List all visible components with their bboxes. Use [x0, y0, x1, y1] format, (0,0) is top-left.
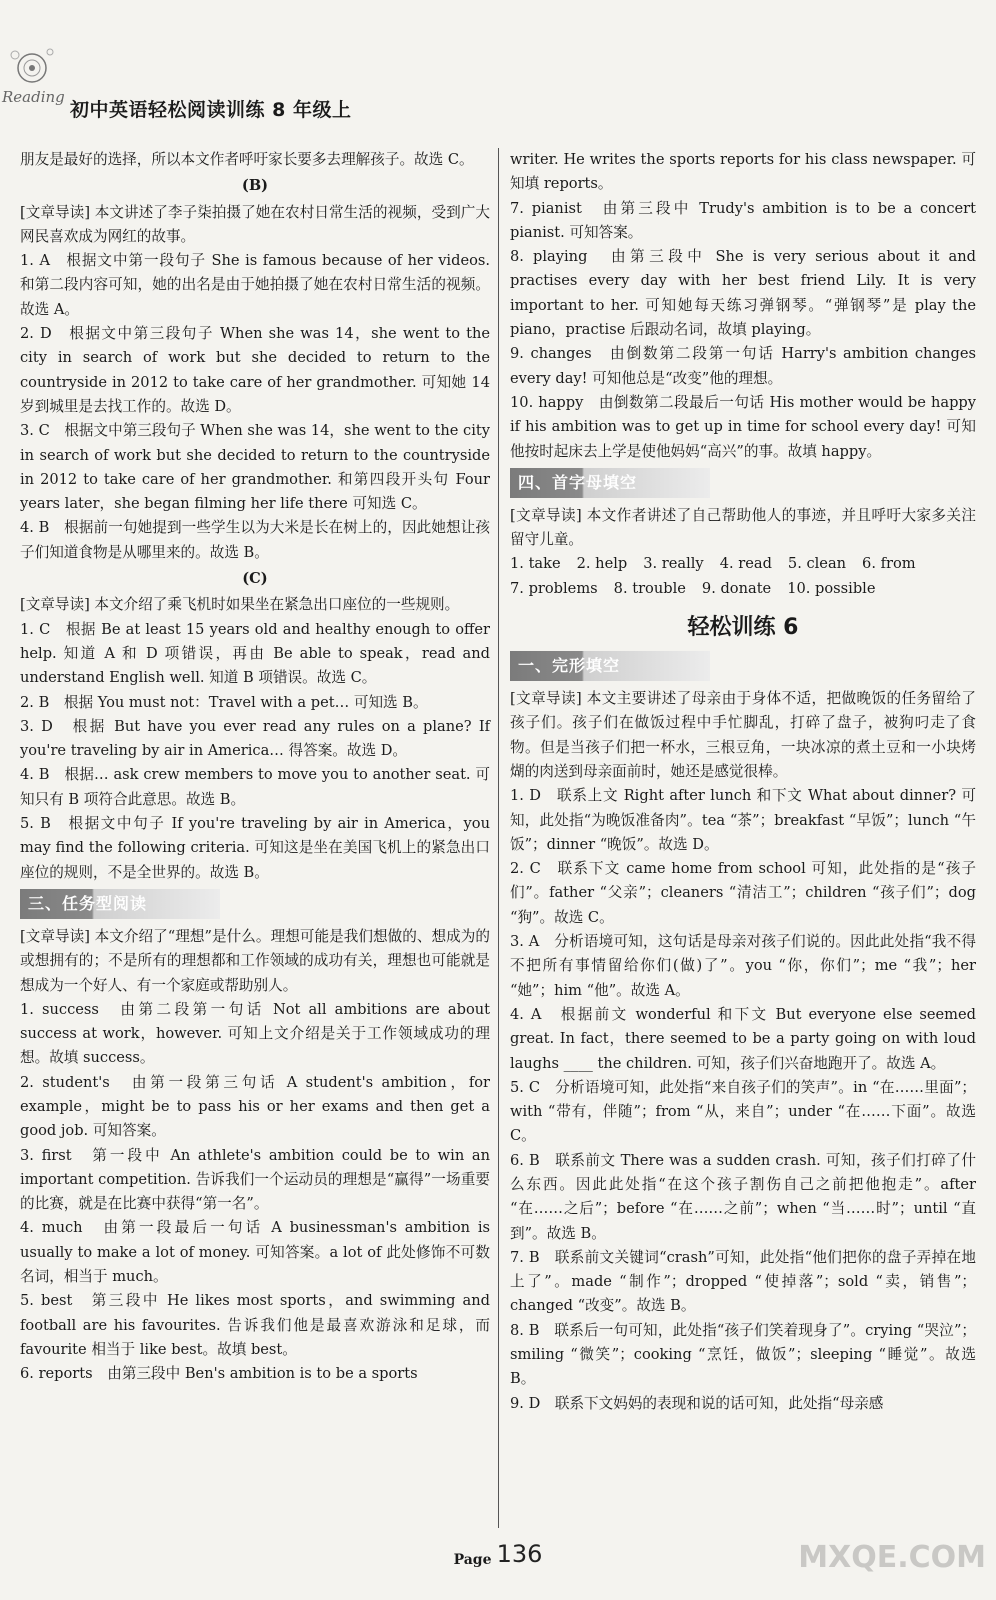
answer-item: 2. help — [576, 555, 628, 573]
paragraph: 2. B 根据 You must not：Travel with a pet… 可知选 B。 — [20, 693, 428, 711]
paragraph: 3. D 根据 But have you ever read any rules on a plane? If you're traveling by air in America… 得答案。故选 D。 — [20, 717, 490, 760]
paragraph: 6. reports 由第三段中 Ben's ambition is to be a sports — [20, 1365, 418, 1383]
paragraph: 8. playing 由第三段中 She is very serious about it and practises every day with her best friend Lily. It is very important to her. 可知她每天练习弹钢琴。“弹钢琴”是 play the piano，practise 后跟动名词，故填 playing。 — [510, 248, 976, 339]
paragraph: [文章导读] 本文介绍了“理想”是什么。理想可能是我们想做的、想成为的或想拥有的；不是所有的理想都和工作领域的成功有关，理想也可能就是想成为一个好人、有一个家庭或帮助别人。 — [20, 927, 490, 994]
paragraph: 3. A 分析语境可知，这句话是母亲对孩子们说的。因此此处指“我不得不把所有事情留给你们(做)了”。you “你，你们”；me “我”；her “她”；him “他”。故选 A。 — [510, 933, 976, 999]
answer-row — [510, 577, 976, 601]
answer-item: 1. take — [510, 555, 561, 573]
paragraph: 2. student's 由第一段第三句话 A student's ambition，for example，might be to pass his or her exams and then get a good job. 可知答案。 — [20, 1073, 490, 1140]
paragraph: 4. A 根据前文 wonderful 和下文 But everyone else seemed great. In fact，there seemed to be a party going on with loud laughs ____ the children. 可知，孩子们兴奋地跑开了。故选 A。 — [510, 1005, 976, 1072]
page-label: Page — [453, 1552, 492, 1568]
column-divider — [498, 148, 499, 1528]
passage-label: (C) — [242, 570, 268, 588]
answer-item: 10. possible — [787, 579, 876, 597]
paragraph: 10. happy 由倒数第二段最后一句话 His mother would be happy if his ambition was to get up in time for school every day! 可知他按时起床去上学是使他妈妈“高兴”的事。故填 happy。 — [510, 393, 976, 460]
section-banner-label: 三、任务型阅读 — [28, 893, 148, 913]
paragraph: writer. He writes the sports reports for his class newspaper. 可知填 reports。 — [510, 151, 976, 193]
site-watermark: MXQE.COM — [798, 1540, 986, 1575]
paragraph: 5. C 分析语境可知，此处指“来自孩子们的笑声”。in “在……里面”；with “带有，伴随”；from “从，来自”；under “在……下面”。故选 C。 — [510, 1078, 976, 1145]
section-banner — [510, 651, 710, 681]
paragraph: 4. B 根据… ask crew members to move you to another seat. 可知只有 B 项符合此意思。故选 B。 — [20, 766, 490, 808]
paragraph: 1. D 联系上文 Right after lunch 和下文 What about dinner? 可知，此处指“为晚饭准备肉”。tea “茶”；breakfast “早饭”；lunch “午饭”；dinner “晚饭”。故选 D。 — [510, 787, 976, 853]
paragraph: 朋友是最好的选择，所以本文作者呼吁家长要多去理解孩子。故选 C。 — [20, 151, 474, 168]
paragraph: 1. C 根据 Be at least 15 years old and healthy enough to offer help. 知道 A 和 D 项错误，再由 Be able to speak，read and understand English well. 知道 B 项错误。故选 C。 — [20, 620, 490, 687]
paragraph: [文章导读] 本文主要讲述了母亲由于身体不适，把做晚饭的任务留给了孩子们。孩子们在做饭过程中手忙脚乱，打碎了盘子，被狗叼走了食物。但是当孩子们把一杯水，三根豆角，一块冰凉的煮土豆和一小块烤煳的肉送到母亲面前时，她还是感觉很棒。 — [510, 690, 976, 780]
paragraph: 9. D 联系下文妈妈的表现和说的话可知，此处指“母亲感 — [510, 1394, 884, 1412]
paragraph: [文章导读] 本文讲述了李子柒拍摄了她在农村日常生活的视频，受到广大网民喜欢成为网红的故事。 — [20, 203, 490, 245]
section-banner — [510, 468, 710, 498]
paragraph: 2. D 根据文中第三段句子 When she was 14，she went to the city in search of work but she decided to return to the countryside in 2012 to take care of her grandmother. 可知她 14 岁到城里是去找工作的。故选 D。 — [20, 325, 490, 415]
section-banner-label: 四、首字母填空 — [518, 472, 638, 492]
paragraph: 7. B 联系前文关键词“crash”可知，此处指“他们把你的盘子弄掉在地上了”。made “制作”；dropped “使掉落”；sold “卖，销售”；changed “改变”。故选 B。 — [510, 1248, 976, 1315]
answer-item: 8. trouble — [613, 579, 686, 597]
paragraph: [文章导读] 本文介绍了乘飞机时如果坐在紧急出口座位的一些规则。 — [20, 596, 460, 614]
paragraph: 5. best 第三段中 He likes most sports，and swimming and football are his favourites. 告诉我们他是最喜欢游泳和足球，而 favourite 相当于 like best。故填 best。 — [20, 1292, 490, 1358]
paragraph: 9. changes 由倒数第二段第一句话 Harry's ambition changes every day! 可知他总是“改变”他的理想。 — [510, 345, 976, 387]
paragraph: 3. first 第一段中 An athlete's ambition could be to win an important competition. 告诉我们一个运动员的理想是“赢得”一场重要的比赛，就是在比赛中获得“第一名”。 — [20, 1146, 490, 1213]
reading-logo — [0, 40, 70, 120]
section-banner — [20, 889, 220, 919]
page-header — [0, 0, 996, 135]
section-banner-label: 一、完形填空 — [518, 656, 621, 676]
paragraph: 4. B 根据前一句她提到一些学生以为大米是长在树上的，因此她想让孩子们知道食物是从哪里来的。故选 B。 — [20, 519, 490, 561]
page-number: 136 — [496, 1540, 543, 1568]
answer-row — [510, 552, 976, 576]
answer-item: 3. really — [643, 555, 704, 573]
answer-item: 4. read — [719, 555, 772, 573]
answer-item: 9. donate — [701, 579, 772, 597]
answer-item: 5. clean — [787, 555, 847, 573]
paragraph: [文章导读] 本文作者讲述了自己帮助他人的事迹，并且呼吁大家多关注留守儿童。 — [510, 506, 976, 549]
paragraph: 7. pianist 由第三段中 Trudy's ambition is to be a concert pianist. 可知答案。 — [510, 199, 976, 241]
paragraph: 1. success 由第二段第一句话 Not all ambitions are about success at work，however. 可知上文介绍是关于工作领域成功的理想。故填 success。 — [20, 1000, 490, 1067]
answer-item: 7. problems — [510, 579, 598, 597]
paragraph: 2. C 联系下文 came home from school 可知，此处指的是“孩子们”。father “父亲”；cleaners “清洁工”；children “孩子们”；dog “狗”。故选 C。 — [510, 860, 976, 926]
paragraph: 5. B 根据文中句子 If you're traveling by air in America，you may find the following criteria. 可知这是坐在美国飞机上的紧急出口座位的规则，不是全世界的。故选 B。 — [20, 815, 490, 881]
paragraph: 1. A 根据文中第一段句子 She is famous because of her videos. 和第二段内容可知，她的出名是由于她拍摄了她在农村日常生活的视频。故选 A。 — [20, 252, 490, 318]
reading-logo-icon — [0, 40, 70, 120]
right-column — [510, 148, 976, 1416]
logo-text: Reading — [2, 88, 65, 106]
paragraph: 4. much 由第一段最后一句话 A businessman's ambition is usually to make a lot of money. 可知答案。a lot of 此处修饰不可数名词，相当于 much。 — [20, 1219, 490, 1286]
passage-label: (B) — [241, 177, 269, 195]
paragraph: 6. B 联系前文 There was a sudden crash. 可知，孩子们打碎了什么东西。因此此处指“在这个孩子割伤自己之前把他抱走”。after “在……之后”；before “在……之前”；when “当……时”；until “直到”。故选 B。 — [510, 1151, 976, 1242]
paragraph: 3. C 根据文中第三段句子 When she was 14，she went to the city in search of work but she decided to return to the countryside in 2012 to take care of her grandmother. 和第四段开头句 Four years later，she began filming her life there 可知选 C。 — [20, 422, 491, 513]
paragraph: 8. B 联系后一句可知，此处指“孩子们笑着现身了”。crying “哭泣”；smiling “微笑”；cooking “烹饪，做饭”；sleeping “睡觉”。故选 B。 — [510, 1321, 976, 1388]
left-column — [20, 148, 490, 1387]
unit-title: 轻松训练 6 — [687, 615, 799, 641]
answer-item: 6. from — [862, 555, 916, 573]
book-title: 初中英语轻松阅读训练 8 年级上 — [70, 99, 352, 121]
